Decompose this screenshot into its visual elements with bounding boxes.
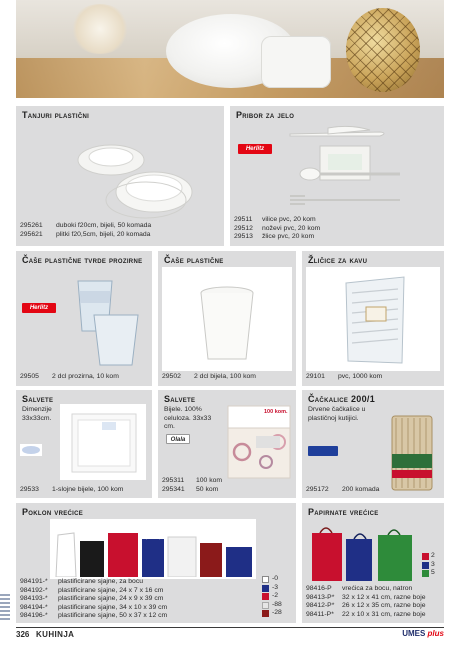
panel-title: Čačkalice 200/1 — [308, 394, 376, 404]
cutlery-image — [280, 124, 440, 220]
list-item: 98412-P* 26 x 12 x 35 cm, razne boje — [306, 602, 426, 610]
list-item: 295311 100 kom — [162, 477, 223, 484]
list-item: 29513 žlice pvc, 20 kom — [234, 233, 315, 241]
list-item: 295621 plitki f20,5cm, bijeli, 20 komada — [20, 230, 151, 238]
list-item: 29502 2 dcl bijela, 100 kom — [162, 373, 256, 380]
herlitz-logo: Herlitz — [22, 303, 56, 313]
panel-zlicice — [302, 251, 444, 386]
panel-title: Čaše plastične — [164, 255, 224, 265]
panel-title: Pribor za jelo — [236, 110, 295, 120]
list-item: 98413-P* 32 x 12 x 41 cm, razne boje — [306, 593, 426, 601]
panel-case-tvrde — [16, 251, 152, 386]
panel-salvete-1 — [16, 390, 152, 498]
panel-title: Žličice za kavu — [308, 255, 368, 265]
panel-title: Papirnate vrećice — [308, 507, 379, 517]
color-swatch — [422, 553, 429, 560]
panel-title: Salvete — [164, 394, 196, 404]
color-swatch — [262, 593, 269, 600]
toothpick-brand-logo — [308, 446, 338, 456]
panel-title: Čaše plastične tvrde prozirne — [22, 255, 143, 265]
panel-title: Tanjuri plastični — [22, 110, 90, 120]
panel-tanjuri — [16, 106, 224, 246]
list-item: 984194-* plastificirane sjajne, 34 x 10 x 39 cm — [20, 603, 168, 611]
toothpicks-image — [384, 410, 440, 492]
paper-bags-image — [306, 523, 424, 583]
side-stripe — [0, 594, 10, 622]
page-footer — [16, 627, 444, 641]
panel-title: Poklon vrećice — [22, 507, 84, 517]
panel-cackalice — [302, 390, 444, 498]
list-item: 29533 1-slojne bijele, 100 kom — [20, 486, 124, 493]
list-item: 98416-P vrećica za bocu, natron — [306, 585, 413, 592]
napkins-image — [66, 410, 142, 476]
panel-pribor — [230, 106, 444, 246]
list-item: 295261 duboki f20cm, bijeli, 50 komada — [20, 222, 152, 229]
list-item: 984192-* plastificirane sjajne, 24 x 7 x 16 cm — [20, 586, 164, 594]
page-number: 326 — [16, 630, 30, 639]
panel-title: Salvete — [22, 394, 54, 404]
gift-bags-image — [52, 525, 256, 577]
list-item: 295341 50 kom — [162, 485, 219, 493]
list-item: 295172 200 komada — [306, 486, 380, 493]
tissue-logo-icon — [20, 444, 42, 456]
list-item: 29505 2 dcl prozirna, 10 kom — [20, 373, 119, 380]
list-item: 984196-* plastificirane sjajne, 50 x 37 x 12 cm — [20, 612, 168, 620]
list-item: 984191-* plastificirane sjajne, za bocu — [20, 578, 144, 585]
panel-case — [158, 251, 296, 386]
color-swatch — [262, 602, 269, 609]
product-info: Dimenzije 33x33cm. — [22, 406, 52, 422]
color-swatch — [262, 585, 269, 592]
product-info: Drvene čačkalice u plastičnoj kutijici. — [308, 406, 366, 422]
list-item: 29511 vilice pvc, 20 kom — [234, 216, 316, 223]
section-name: KUHINJA — [36, 630, 75, 639]
color-swatch — [422, 562, 429, 569]
list-item: 29101 pvc, 1000 kom — [306, 373, 383, 380]
panel-papirnate: Papirnate vrećice 2 3 5 98416-P vrećica za bocu, natron 98413-P* 32 x 12 x 41 cm, razne boje 98412-P* 26 x 12 x 35 cm, razne boje 98411-P* 22 x 10 x 31 cm, razne boje — [302, 503, 444, 623]
olala-logo: Olala — [166, 434, 190, 444]
color-swatch — [262, 576, 269, 583]
white-cup-image — [198, 285, 256, 365]
product-info: Bijele. 100% celuloza. 33x33 cm. — [164, 406, 212, 431]
list-item: 98411-P* 22 x 10 x 31 cm, razne boje — [306, 610, 426, 618]
brand-logo: UMES plus — [402, 629, 444, 638]
panel-salvete-2 — [158, 390, 296, 498]
list-item: 984193-* plastificirane sjajne, 24 x 9 x 39 cm — [20, 595, 164, 603]
panel-poklon: Poklon vrećice 984191-* plastificirane sjajne, za bocu 984192-* plastificirane sjajne, 24 x 7 x 16 cm 984193-* plastificirane sjajne, 24 x 9 x 39 cm 984194-* plastificirane sjajne, 34 x 10 x 39 cm 984196-* plastificirane sjajne, 50 x 37 x 12 cm -0 -3 -2 -88 -28 — [16, 503, 296, 623]
color-swatch — [262, 610, 269, 617]
hero-image — [16, 0, 444, 98]
spoons-bag-image — [342, 273, 408, 367]
color-swatch — [422, 570, 429, 577]
pack-label: 100 kom. — [264, 409, 288, 415]
list-item: 29512 noževi pvc, 20 kom — [234, 224, 321, 232]
plates-image — [76, 130, 216, 226]
clear-cups-image — [72, 275, 148, 369]
herlitz-logo: Herlitz — [238, 144, 272, 154]
